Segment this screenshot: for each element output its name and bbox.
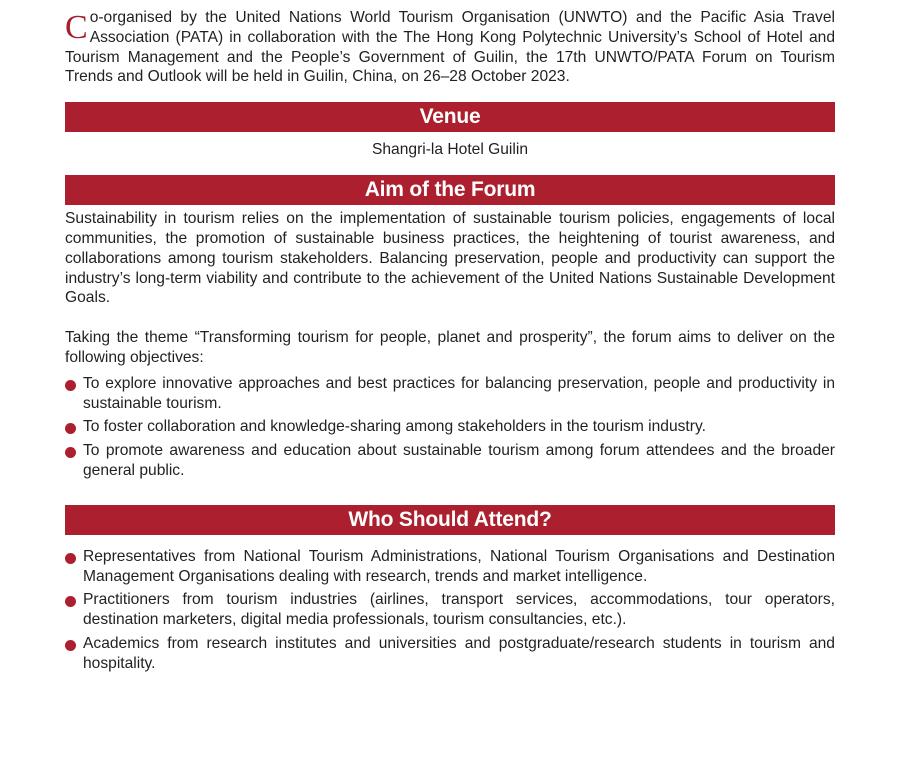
bullet-icon [65, 380, 76, 391]
aim-paragraph-2: Taking the theme “Transforming tourism for people, planet and prosperity”, the forum aims to deliver on the following objectives: [65, 329, 835, 366]
attendee-text: Academics from research institutes and universities and postgraduate/research students in tourism and hospitality. [83, 634, 835, 672]
list-item [65, 441, 835, 481]
list-item [65, 417, 835, 437]
list-item [65, 634, 835, 674]
intro-dropcap: C [65, 9, 88, 46]
attendees-list [65, 547, 835, 674]
list-item [65, 547, 835, 587]
bullet-icon [65, 596, 76, 607]
venue-heading: Venue [65, 102, 835, 132]
bullet-icon [65, 447, 76, 458]
bullet-icon [65, 640, 76, 651]
list-item [65, 374, 835, 414]
venue-text: Shangri-la Hotel Guilin [371, 141, 528, 159]
document-page [65, 8, 835, 678]
attend-heading: Who Should Attend? [65, 505, 835, 535]
list-item [65, 590, 835, 630]
bullet-icon [65, 423, 76, 434]
objective-text: To explore innovative approaches and best practices for balancing preservation, people and productivity in sustainable tourism. [83, 374, 835, 412]
objective-text: To foster collaboration and knowledge-sharing among stakeholders in the tourism industry. [83, 418, 706, 436]
intro-text: o-organised by the United Nations World Tourism Organisation (UNWTO) and the Pacific Asia Travel Association (PATA) in collaboration with the The Hong Kong Polytechnic University’s School of Hotel and Tourism Management and the People’s Government of Guilin, the 17th UNWTO/PATA Forum on Tourism Trends and Outlook will be held in Guilin, China, on 26–28 October 2023. [65, 9, 835, 86]
aim-paragraph-1: Sustainability in tourism relies on the implementation of sustainable tourism policies, engagements of local communities, the promotion of sustainable business practices, the heightening of tourist awareness, and collaborations among tourism stakeholders. Balancing preservation, people and productivity can support the industry’s long-term viability and contribute to the achievement of the United Nations Sustainable Development Goals. [65, 210, 835, 307]
objectives-list [65, 374, 835, 481]
intro-paragraph [65, 8, 835, 87]
objective-text: To promote awareness and education about sustainable tourism among forum attendees and the broader general public. [83, 442, 835, 479]
attendee-text: Practitioners from tourism industries (airlines, transport services, accommodations, tour operators, destination marketers, digital media professionals, tourism consultancies, etc.). [83, 591, 835, 629]
aim-heading: Aim of the Forum [65, 175, 835, 205]
bullet-icon [65, 553, 76, 564]
attendee-text: Representatives from National Tourism Administrations, National Tourism Organisations and Destination Management Organisations dealing with research, trends and market intelligence. [83, 547, 835, 585]
